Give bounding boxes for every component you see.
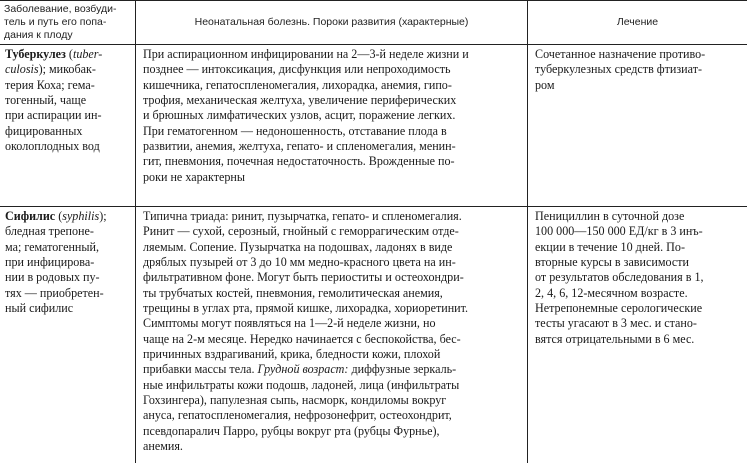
header-treatment-column: Лечение <box>616 16 659 28</box>
cell-line: ный сифилис <box>5 301 74 316</box>
cell-line: тях — приобретен- <box>5 285 104 300</box>
header-line: дания к плоду <box>4 29 73 41</box>
syphilis-neonatal-cell <box>143 209 468 455</box>
cell-line: 2, 4, 6, 12-месячном возрасте. <box>535 285 688 300</box>
cell-line: вторные курсы в зависимости <box>535 255 689 270</box>
cell-line: развитии, анемия, желтуха, гепато- и спленомегалия, менин- <box>143 139 456 154</box>
cell-line: ляемым. Сопение. Пузырчатка на подошвах, ладонях в виде <box>143 239 453 254</box>
cell-line: тогенный, чаще <box>5 93 87 108</box>
cell-line: позднее — интоксикация, дисфункция или непроходимость <box>143 62 451 77</box>
text-fragment: ( <box>65 47 73 61</box>
cell-line: Нетрепонемные серологические <box>535 301 703 316</box>
cell-line: псевдопаралич Парро, рубцы вокруг рта (рубцы Фурнье), <box>143 423 440 438</box>
row-separator-rule <box>0 206 747 207</box>
cell-line: бледная трепоне- <box>5 224 94 239</box>
text-fragment: ); микобак- <box>38 62 96 77</box>
header-disease-column <box>4 3 132 42</box>
cell-line: ануса, гепатоспленомегалия, нефрозонефрит, остеохондрит, <box>143 408 452 423</box>
cell-line: ты трубчатых костей, пневмония, гемолитическая анемия, <box>143 285 443 300</box>
cell-line: околоплодных вод <box>5 139 100 154</box>
latin-name: tuber- <box>72 47 103 61</box>
column-divider-1 <box>135 0 136 463</box>
cell-line: тесты угасают в 3 мес. и стано- <box>535 316 697 331</box>
cell-line: причинных вздрагиваний, крика, бледности кожи, плохой <box>143 347 441 362</box>
cell-line: При гематогенном — недоношенность, отставание плода в <box>143 123 447 138</box>
text-fragment: диффузные зеркаль- <box>348 362 457 377</box>
header-line: Заболевание, возбуди- <box>4 3 117 15</box>
cell-line: и брюшных лимфатических узлов, асцит, поражение легких. <box>143 108 456 123</box>
cell-line: туберкулезных средств фтизиат- <box>535 62 703 77</box>
latin-name: culosis <box>5 62 39 77</box>
syphilis-disease-cell <box>5 209 107 316</box>
cell-line: трофия, механическая желтуха, увеличение периферических <box>143 93 457 108</box>
header-neonatal-column: Неонатальная болезнь. Пороки развития (характерные) <box>194 16 469 28</box>
cell-line: При аспирационном инфицировании на 2—3-й неделе жизни и <box>143 47 469 61</box>
cell-line: терия Коха; гема- <box>5 77 95 92</box>
cell-line: ром <box>535 77 555 92</box>
infancy-label: Грудной возраст: <box>257 362 349 377</box>
tuberculosis-disease-cell <box>5 47 102 154</box>
cell-line: нии в родовых пу- <box>5 270 100 285</box>
cell-line: ма; гематогенный, <box>5 239 100 254</box>
cell-line: фильтративном фоне. Могут быть периоститы и остеохондри- <box>143 270 464 285</box>
cell-line: фицированных <box>5 123 83 138</box>
disease-name: Туберкулез <box>5 47 66 61</box>
tuberculosis-neonatal-cell <box>143 47 469 185</box>
cell-line: Ринит — сухой, серозный, гнойный с геморрагическим отде- <box>143 224 459 239</box>
text-fragment: ( <box>55 209 63 223</box>
cell-line: трещины в углах рта, прямой кишке, лихорадка, хориоретинит. <box>143 301 469 316</box>
cell-line: роки не характерны <box>143 169 246 184</box>
header-line: тель и путь его попа- <box>4 16 107 28</box>
cell-line: Сочетанное назначение противо- <box>535 47 706 61</box>
tuberculosis-treatment-cell <box>535 47 705 93</box>
cell-line: екции в течение 10 дней. По- <box>535 239 685 254</box>
cell-line: чаще на 2-м месяце. Нередко начинается с беспокойства, бес- <box>143 331 461 346</box>
cell-line: при аспирации ин- <box>5 108 102 123</box>
latin-name: syphilis <box>62 209 100 223</box>
text-fragment: ); <box>99 209 107 223</box>
table-top-rule <box>0 0 747 1</box>
cell-line: гит, пневмония, почечная недостаточность. Врожденные по- <box>143 154 455 169</box>
disease-name: Сифилис <box>5 209 56 223</box>
column-divider-2 <box>527 0 528 463</box>
cell-line: 100 000—150 000 ЕД/кг в 3 инъ- <box>535 224 703 239</box>
cell-line: дряблых пузырей от 3 до 10 мм медно-красного цвета на ин- <box>143 255 456 270</box>
syphilis-treatment-cell <box>535 209 704 347</box>
text-fragment: прибавки массы тела. <box>143 362 255 377</box>
cell-line: при инфицирова- <box>5 255 95 270</box>
cell-line: от результатов обследования в 1, <box>535 270 704 285</box>
cell-line: Гохзингера), папулезная сыпь, насморк, кондиломы вокруг <box>143 393 447 408</box>
cell-line: анемия. <box>143 439 183 454</box>
header-bottom-rule <box>0 44 747 45</box>
cell-line: кишечника, гепатоспленомегалия, лихорадка, анемия, гипо- <box>143 77 452 92</box>
cell-line: Типична триада: ринит, пузырчатка, гепато- и спленомегалия. <box>143 209 462 223</box>
cell-line: Симптомы могут появляться на 1—2-й неделе жизни, но <box>143 316 436 331</box>
cell-line: вятся отрицательными в 6 мес. <box>535 331 695 346</box>
cell-line: Пенициллин в суточной дозе <box>535 209 685 223</box>
cell-line: ные инфильтраты кожи подошв, ладоней, лица (инфильтраты <box>143 377 460 392</box>
